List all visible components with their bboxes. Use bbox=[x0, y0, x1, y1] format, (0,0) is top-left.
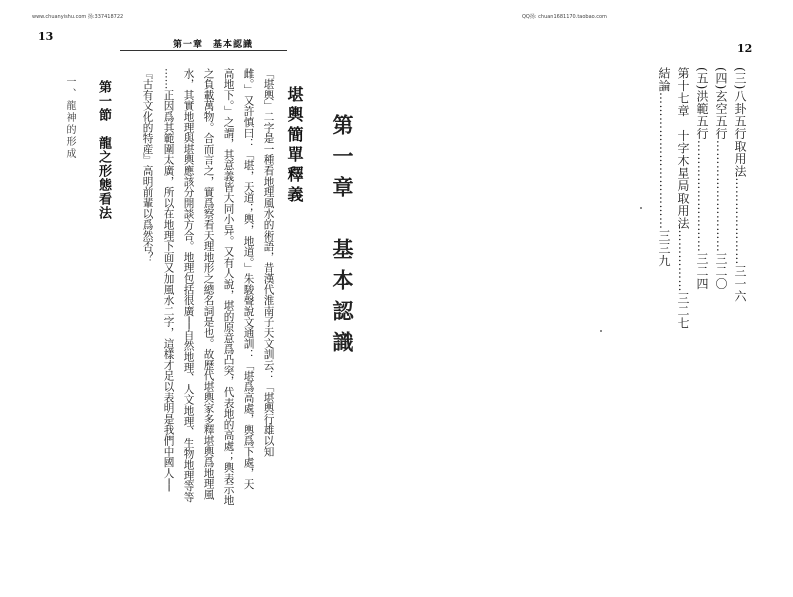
toc-entry-3-leader: ……………………… bbox=[695, 139, 709, 253]
toc-entry-4 bbox=[677, 67, 689, 330]
toc-entry-1-label: (三)八卦五行取用法 bbox=[733, 67, 747, 178]
toc-entry-1-leader: ………………… bbox=[733, 177, 747, 265]
toc-entry-3 bbox=[696, 67, 708, 290]
toc-entry-3-page: 三二四 bbox=[695, 252, 709, 290]
running-head-rule bbox=[120, 50, 287, 51]
body-column-1: 「堪輿」二字是一種看地理風水的術語，昔漢代淮南子天文訓云：「堪輿行雄以知 bbox=[262, 68, 275, 457]
body-column-5: 水，其實地理與堪輿應該分開談方合。地理包括很廣──自然地理、人文地理、生物地理等等 bbox=[182, 68, 195, 503]
toc-entry-2-leader: ……………………… bbox=[714, 139, 728, 253]
right-page-number: 12 bbox=[737, 42, 753, 55]
body-column-4: 之負載萬物。合而言之，實爲察看天理地形之總名詞是也。故歷代堪輿家多釋堪輿爲地理風 bbox=[202, 68, 215, 500]
body-column-2: 雌。」又許慎曰：「堪，天道；輿，地道。」朱駿聲說文通訓：「堪爲高處，輿爲下處，天 bbox=[242, 68, 255, 490]
scan-header-url-left: www.chuanyishu.com 扬:337418722 bbox=[32, 14, 124, 20]
section-heading: 第一節 龍之形態看法 bbox=[96, 80, 111, 220]
toc-entry-4-label: 第十七章 十字木星局取用法 bbox=[676, 67, 690, 230]
toc-entry-4-page: 三二七 bbox=[676, 292, 690, 330]
toc-entry-2-page: 三二〇 bbox=[714, 252, 728, 290]
toc-entry-1-page: 三一六 bbox=[733, 264, 747, 303]
body-column-6: ……正因爲其範圍太廣，所以在地理下面又加風水二字，這樣才足以表明是我們中國人── bbox=[162, 68, 175, 492]
toc-entry-2 bbox=[715, 67, 727, 290]
section-title: 堪輿簡單釋義 bbox=[285, 86, 304, 206]
toc-entry-5-label: 結論 bbox=[657, 67, 671, 92]
toc-entry-5-leader: …………………………… bbox=[657, 92, 671, 230]
toc-entry-5 bbox=[658, 67, 670, 267]
toc-entry-4-leader: …………… bbox=[676, 229, 690, 292]
scan-speck bbox=[640, 207, 642, 209]
scan-header-url-right: QQ扬: chuan1681170.taobao.com bbox=[522, 14, 607, 20]
chapter-title: 第一章 基本認識 bbox=[330, 114, 355, 362]
left-page-number: 13 bbox=[38, 30, 54, 43]
toc-entry-1 bbox=[734, 67, 746, 302]
toc-entry-2-label: (四)玄空五行 bbox=[714, 67, 728, 140]
body-column-7: 『古有文化的特産』高明前輩以爲然否？ bbox=[141, 68, 154, 263]
toc-entry-5-page: 三三九 bbox=[657, 229, 671, 267]
sub-heading: 一、龍神的形成 bbox=[64, 76, 75, 160]
toc-entry-3-label: (五)洪範五行 bbox=[695, 67, 709, 140]
body-column-3: 高地下。」之謂，其意義皆大同小异。又有人說，堪的原意爲凸突，代表地的高處；輿表示地 bbox=[222, 68, 235, 506]
running-head: 第一章 基本認識 bbox=[173, 40, 254, 50]
scan-speck bbox=[600, 330, 602, 332]
